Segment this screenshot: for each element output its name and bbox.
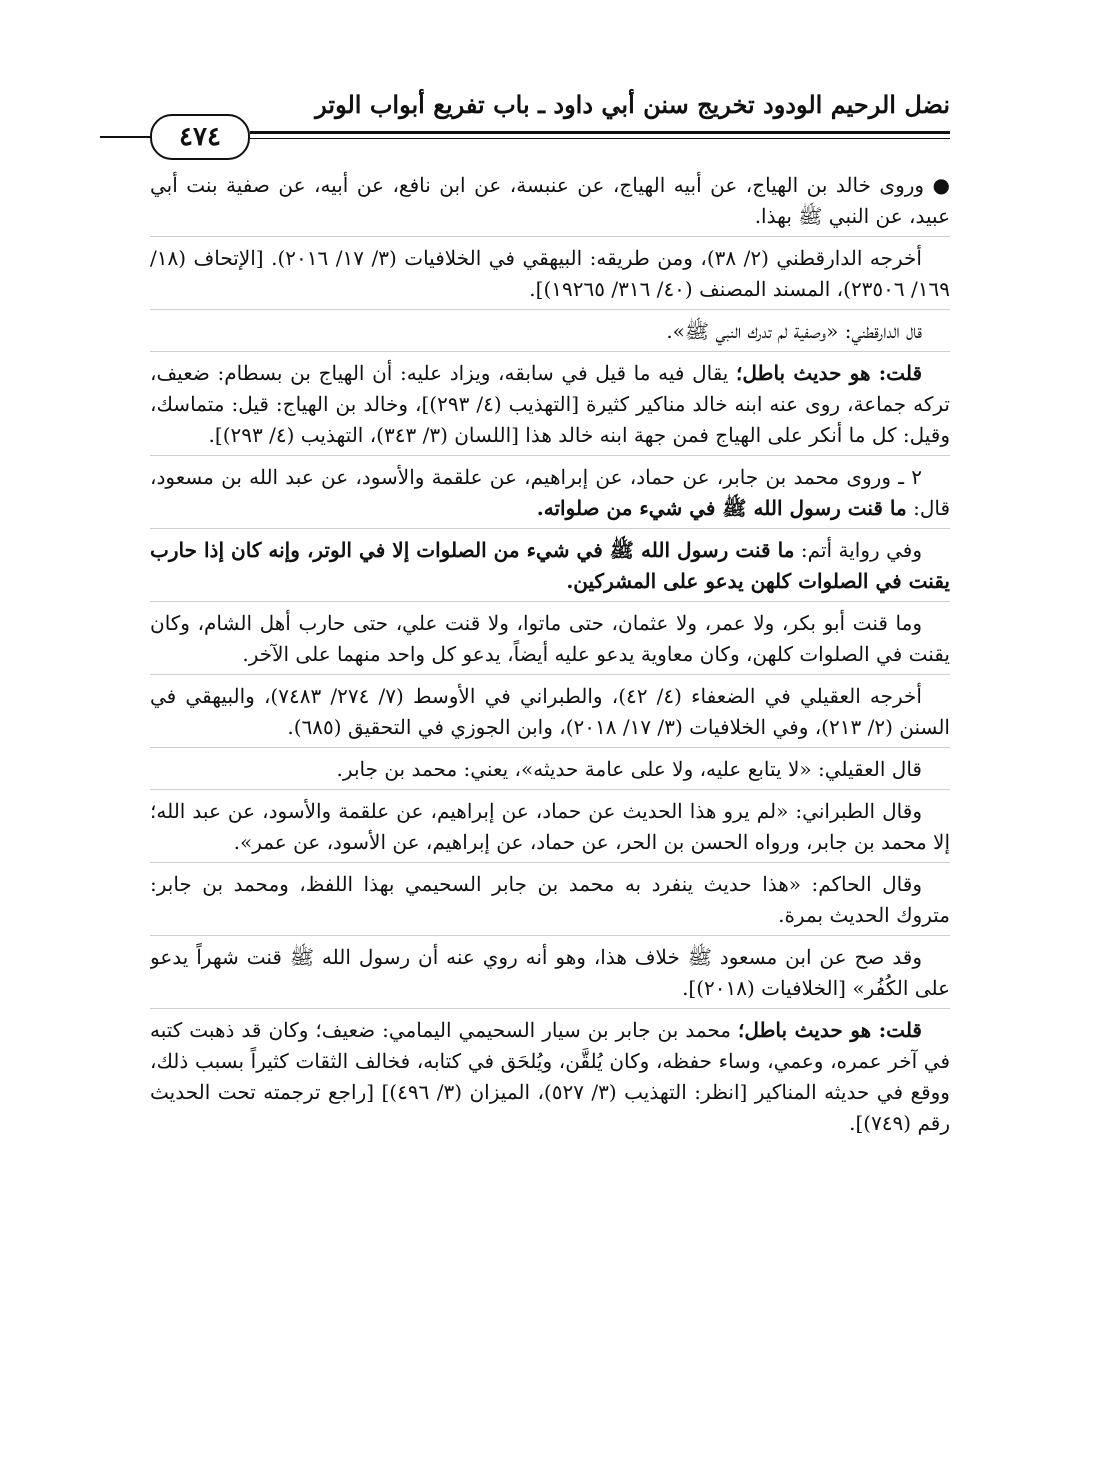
paragraph <box>150 869 950 931</box>
paragraph <box>150 170 950 232</box>
text-run: وقال الحاكم: «هذا حديث ينفرد به محمد بن جابر السحيمي بهذا اللفظ، ومحمد بن جابر: متروك الحديث بمرة. <box>150 872 950 927</box>
page-number: ٤٧٤ <box>150 114 250 160</box>
text-run: قال الدارقطني: «وصفية لم تدرك النبي ﷺ». <box>666 319 922 343</box>
paragraph-divider <box>150 455 950 456</box>
text-run: وقد صح عن ابن مسعود ﷺ خلاف هذا، وهو أنه روي عنه أن رسول الله ﷺ قنت شهراً يدعو على الكُفُر» [الخلافيات (٢٠١٨)]. <box>150 945 950 1000</box>
paragraph-divider <box>150 236 950 237</box>
text-run: قال العقيلي: «لا يتابع عليه، ولا على عامة حديثه»، يعني: محمد بن جابر. <box>336 757 922 781</box>
paragraph-divider <box>150 789 950 790</box>
bold-text: ما قنت رسول الله ﷺ في شيء من الصلوات إلا في الوتر، وإنه كان إذا حارب يقنت في الصلوات كلهن يدعو على المشركين. <box>150 538 950 593</box>
text-run: ● وروى خالد بن الهياج، عن أبيه الهياج، عن عنبسة، عن ابن نافع، عن أبيه، عن صفية بنت أبي عبيد، عن النبي ﷺ بهذا. <box>150 173 950 228</box>
paragraph <box>150 316 950 347</box>
paragraph-divider <box>150 309 950 310</box>
bold-text: قلت: هو حديث باطل؛ <box>738 1018 922 1042</box>
paragraph <box>150 608 950 670</box>
text-run: وقال الطبراني: «لم يرو هذا الحديث عن حماد، عن إبراهيم، عن علقمة والأسود، عن عبد الله؛ إلا محمد بن جابر، ورواه الحسن بن الحر، عن حماد، عن إبراهيم، عن الأسود، عن عمر». <box>150 799 950 854</box>
paragraph <box>150 462 950 524</box>
paragraph <box>150 754 950 785</box>
paragraph <box>150 681 950 743</box>
paragraph-divider <box>150 351 950 352</box>
paragraph-divider <box>150 747 950 748</box>
bold-text: ما قنت رسول الله ﷺ في شيء من صلواته. <box>536 496 907 520</box>
text-run: أخرجه الدارقطني (٢/ ٣٨)، ومن طريقه: البيهقي في الخلافيات (٣/ ١٧/ ٢٠١٦). [الإتحاف (١٨/ ١٦٩/ ٢٣٥٠٦)، المسند المصنف (٤٠/ ٣١٦/ ١٩٢٦٥)]. <box>150 246 950 301</box>
text-run: محمد بن جابر بن سيار السحيمي اليمامي: ضعيف؛ وكان قد ذهبت كتبه في آخر عمره، وعمي، وساء حفظه، وكان يُلقَّن، ويُلحَق في كتابه، فخالف الثقات كثيراً بسبب ذلك، ووقع في حديثه المناكير [انظر: التهذيب (٣/ ٥٢٧)، الميزان (٣/ ٤٩٦)] [راجع ترجمته تحت الحديث رقم (٧٤٩)]. <box>150 1018 950 1135</box>
header-rule <box>250 131 950 134</box>
page-body <box>150 170 950 1400</box>
paragraph <box>150 796 950 858</box>
running-title: نضل الرحيم الودود تخريج سنن أبي داود ـ باب تفريع أبواب الوتر <box>315 90 950 119</box>
paragraph-divider <box>150 935 950 936</box>
paragraph-divider <box>150 1008 950 1009</box>
text-run: وفي رواية أتم: <box>794 538 922 562</box>
paragraph-divider <box>150 528 950 529</box>
bold-text: قلت: هو حديث باطل؛ <box>736 361 922 385</box>
page-header <box>150 88 950 160</box>
paragraph-divider <box>150 674 950 675</box>
paragraph <box>150 1015 950 1139</box>
text-run: أخرجه العقيلي في الضعفاء (٤/ ٤٢)، والطبراني في الأوسط (٧/ ٢٧٤/ ٧٤٨٣)، والبيهقي في السنن (٢/ ٢١٣)، وفي الخلافيات (٣/ ١٧/ ٢٠١٨)، وابن الجوزي في التحقيق (٦٨٥). <box>150 684 950 739</box>
paragraph <box>150 358 950 451</box>
page-number-tick <box>100 136 150 138</box>
header-rule-thin <box>250 138 950 139</box>
paragraph-divider <box>150 601 950 602</box>
paragraph-divider <box>150 862 950 863</box>
paragraph <box>150 535 950 597</box>
paragraph <box>150 942 950 1004</box>
paragraph <box>150 243 950 305</box>
text-run: وما قنت أبو بكر، ولا عمر، ولا عثمان، حتى ماتوا، ولا قنت علي، حتى حارب أهل الشام، وكان يقنت في الصلوات كلهن، وكان معاوية يدعو عليه أيضاً، يدعو كل واحد منهما على الآخر. <box>150 611 950 666</box>
text-run: ٢ ـ وروى محمد بن جابر، عن حماد، عن إبراهيم، عن علقمة والأسود، عن عبد الله بن مسعود، قال: <box>150 465 950 520</box>
text-run: يقال فيه ما قيل في سابقه، ويزاد عليه: أن الهياج بن بسطام: ضعيف، تركه جماعة، روى عنه ابنه خالد مناكير كثيرة [التهذيب (٤/ ٢٩٣)]، وخالد بن الهياج: قيل: متماسك، وقيل: كل ما أنكر على الهياج فمن جهة ابنه خالد هذا [اللسان (٣/ ٣٤٣)، التهذيب (٤/ ٢٩٣)]. <box>150 361 950 447</box>
